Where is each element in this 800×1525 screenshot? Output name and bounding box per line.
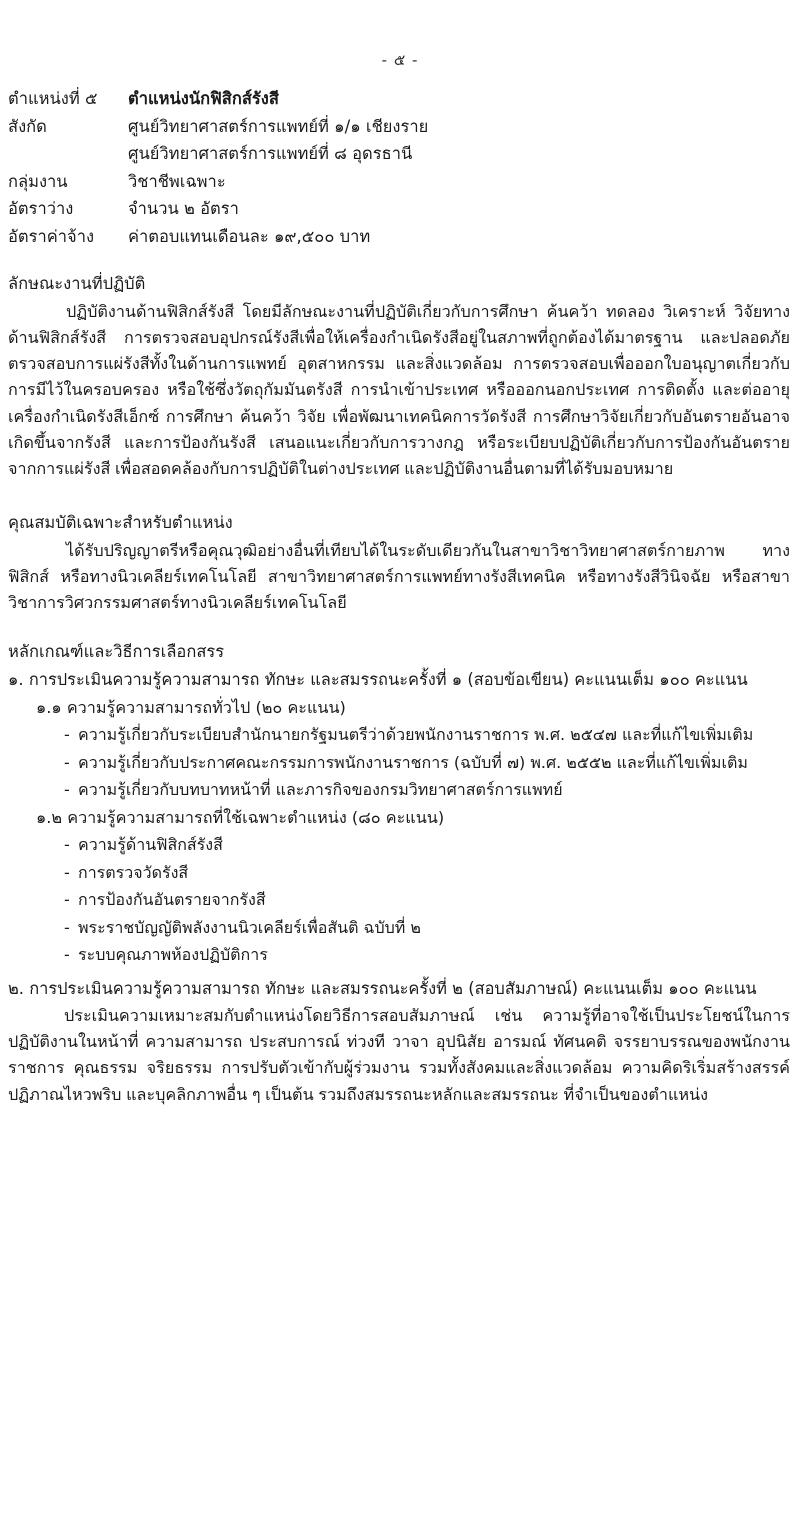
qualifications-section	[8, 510, 790, 616]
list-item	[64, 941, 790, 969]
document-content	[0, 86, 800, 1108]
vacancy-label: อัตราว่าง	[8, 199, 74, 219]
affiliation-row	[8, 114, 790, 140]
list-item	[64, 886, 790, 914]
group-row	[8, 169, 790, 195]
list-item	[64, 776, 790, 804]
list-item-text: ความรู้ด้านฟิสิกส์รังสี	[78, 835, 223, 855]
list-item	[64, 831, 790, 859]
list-item-text: ระบบคุณภาพห้องปฏิบัติการ	[78, 945, 268, 965]
criteria-item-1-2-heading: ๑.๒ ความรู้ความสามารถที่ใช้เฉพาะตำแหน่ง (๘๐ คะแนน)	[36, 807, 445, 827]
position-header-block	[8, 86, 790, 249]
list-item	[64, 721, 790, 749]
vacancy-value: จำนวน ๒ อัตรา	[128, 199, 239, 219]
qualifications-paragraph: ได้รับปริญญาตรีหรือคุณวุฒิอย่างอื่นที่เทียบได้ในระดับเดียวกันในสาขาวิชาวิทยาศาสตร์กายภาพ ทางฟิสิกส์ หรือทางนิวเคลียร์เทคโนโลยี สาขาวิทยาศาสตร์การแพทย์ทางรังสีเทคนิค หรือทางรังสีวินิจฉัย หรือสาขาวิชาการวิศวกรรมศาสตร์ทางนิวเคลียร์เทคโนโลยี	[8, 540, 790, 613]
list-item-text: การตรวจวัดรังสี	[78, 862, 189, 882]
dash-icon: -	[64, 862, 70, 882]
dash-icon: -	[64, 945, 70, 965]
duties-paragraph: ปฏิบัติงานด้านฟิสิกส์รังสี โดยมีลักษณะงานที่ปฏิบัติเกี่ยวกับการศึกษา ค้นคว้า ทดลอง วิเคราะห์ วิจัยทางด้านฟิสิกส์รังสี การตรวจสอบอุปกรณ์รังสีเพื่อให้เครื่องกำเนิดรังสีอยู่ในสภาพที่ถูกต้องได้มาตรฐาน และปลอดภัย ตรวจสอบการแผ่รังสีทั้งในด้านการแพทย์ อุตสาหกรรม และสิ่งแวดล้อม การตรวจสอบเพื่อออกใบอนุญาตเกี่ยวกับการมีไว้ในครอบครอง หรือใช้ซึ่งวัตถุกัมมันตรังสี การนำเข้าประเทศ หรือออกนอกประเทศ การติดตั้ง และต่ออายุเครื่องกำเนิดรังสีเอ็กซ์ การศึกษา ค้นคว้า วิจัย เพื่อพัฒนาเทคนิคการวัดรังสี การศึกษาวิจัยเกี่ยวกับอันตรายอันอาจเกิดขึ้นจากรังสี และการป้องกันรังสี เสนอแนะเกี่ยวกับการวางกฎ หรือระเบียบปฏิบัติเกี่ยวกับการป้องกันอันตรายจากการแผ่รังสี เพื่อสอดคล้องกับการปฏิบัติในต่างประเทศ และปฏิบัติงานอื่นตามที่ได้รับมอบหมาย	[8, 301, 790, 479]
page-number: - ๕ -	[381, 51, 419, 69]
group-label: กลุ่มงาน	[8, 171, 68, 191]
list-item-text: ความรู้เกี่ยวกับบทบาทหน้าที่ และภารกิจของกรมวิทยาศาสตร์การแพทย์	[78, 780, 563, 800]
list-item-text: การป้องกันอันตรายจากรังสี	[78, 890, 266, 910]
criteria-title: หลักเกณฑ์และวิธีการเลือกสรร	[8, 641, 225, 661]
dash-icon: -	[64, 890, 70, 910]
affiliation-value-2: ศูนย์วิทยาศาสตร์การแพทย์ที่ ๘ อุดรธานี	[128, 144, 413, 164]
list-item-text: ความรู้เกี่ยวกับประกาศคณะกรรมการพนักงานราชการ (ฉบับที่ ๗) พ.ศ. ๒๕๕๒ และที่แก้ไขเพิ่มเติม	[78, 752, 748, 772]
qualifications-title: คุณสมบัติเฉพาะสำหรับตำแหน่ง	[8, 513, 233, 533]
dash-icon: -	[64, 780, 70, 800]
group-value: วิชาชีพเฉพาะ	[128, 171, 226, 191]
dash-icon: -	[64, 917, 70, 937]
dash-icon: -	[64, 725, 70, 745]
criteria-item-1-heading: ๑. การประเมินความรู้ความสามารถ ทักษะ และสมรรถนะครั้งที่ ๑ (สอบข้อเขียน) คะแนนเต็ม ๑๐๐ คะแนน	[8, 669, 748, 689]
salary-row	[8, 224, 790, 250]
list-item	[64, 749, 790, 777]
dash-icon: -	[64, 835, 70, 855]
document-page	[0, 48, 800, 1525]
position-row	[8, 86, 790, 112]
affiliation-label: สังกัด	[8, 116, 47, 136]
salary-label: อัตราค่าจ้าง	[8, 226, 95, 246]
position-label: ตำแหน่งที่ ๕	[8, 89, 98, 108]
criteria-section	[8, 639, 790, 1108]
criteria-item-2-paragraph: ประเมินความเหมาะสมกับตำแหน่งโดยวิธีการสอบสัมภาษณ์ เช่น ความรู้ที่อาจใช้เป็นประโยชน์ในการปฏิบัติงานในหน้าที่ ความสามารถ ประสบการณ์ ท่วงที วาจา อุปนิสัย อารมณ์ ทัศนคติ จรรยาบรรณของพนักงานราชการ คุณธรรม จริยธรรม การปรับตัวเข้ากับผู้ร่วมงาน รวมทั้งสังคมและสิ่งแวดล้อม ความคิดริเริ่มสร้างสรรค์ ปฏิภาณไหวพริบ และบุคลิกภาพอื่น ๆ เป็นต้น รวมถึงสมรรถนะหลักและสมรรถนะ ที่จำเป็นของตำแหน่ง	[8, 1005, 790, 1104]
duties-title: ลักษณะงานที่ปฏิบัติ	[8, 274, 146, 294]
affiliation-value-1: ศูนย์วิทยาศาสตร์การแพทย์ที่ ๑/๑ เชียงราย	[128, 116, 429, 136]
dash-icon: -	[64, 752, 70, 772]
list-item-text: ความรู้เกี่ยวกับระเบียบสำนักนายกรัฐมนตรีว่าด้วยพนักงานราชการ พ.ศ. ๒๕๔๗ และที่แก้ไขเพิ่มเติม	[78, 725, 754, 745]
salary-value: ค่าตอบแทนเดือนละ ๑๙,๕๐๐ บาท	[128, 226, 371, 246]
list-item	[64, 914, 790, 942]
vacancy-row	[8, 196, 790, 222]
duties-section	[8, 271, 790, 482]
list-item	[64, 859, 790, 887]
list-item-text: พระราชบัญญัติพลังงานนิวเคลียร์เพื่อสันติ ฉบับที่ ๒	[78, 917, 421, 937]
criteria-item-2-heading: ๒. การประเมินความรู้ความสามารถ ทักษะ และสมรรถนะครั้งที่ ๒ (สอบสัมภาษณ์) คะแนนเต็ม ๑๐๐ คะแนน	[8, 978, 757, 998]
criteria-item-1-1-heading: ๑.๑ ความรู้ความสามารถทั่วไป (๒๐ คะแนน)	[36, 697, 346, 717]
position-value: ตำแหน่งนักฟิสิกส์รังสี	[128, 89, 279, 108]
